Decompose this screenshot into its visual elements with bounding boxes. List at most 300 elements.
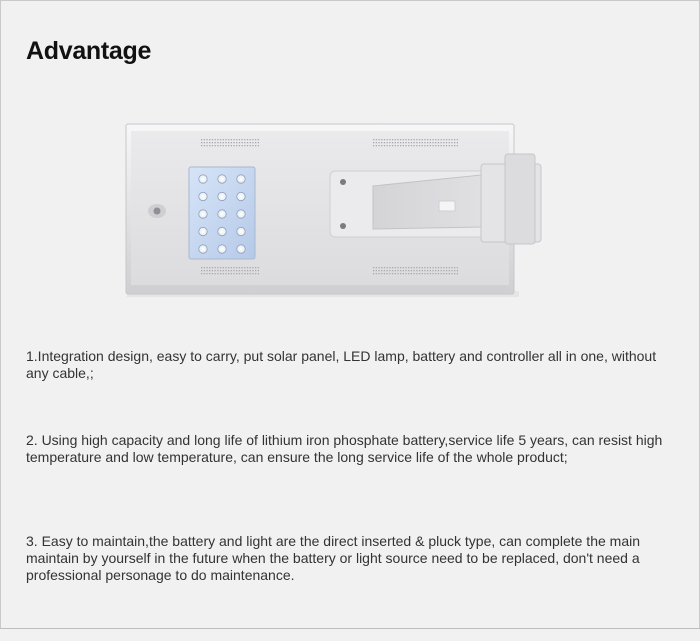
vent-dot [244,273,245,274]
vent-dot [449,273,450,274]
vent-dot [378,270,379,271]
vent-dot [236,142,237,143]
vent-dot [422,139,423,140]
vent-dot [403,270,404,271]
vent-dot [258,267,259,268]
vent-dot [228,142,229,143]
advantage-paragraph-1: 1.Integration design, easy to carry, put solar panel, LED lamp, battery and controller all in one, without any cable,; [26,348,657,381]
led-chip-core [201,212,204,215]
vent-dot [430,142,431,143]
vent-dot [258,139,259,140]
vent-dot [392,139,393,140]
vent-dot [422,270,423,271]
vent-dot [236,139,237,140]
vent-dot [451,270,452,271]
vent-dot [378,145,379,146]
vent-dot [233,142,234,143]
vent-dot [247,145,248,146]
vent-dot [204,273,205,274]
vent-dot [443,273,444,274]
vent-dot [387,267,388,268]
vent-dot [225,270,226,271]
vent-dot [250,267,251,268]
vent-dot [408,273,409,274]
led-chip-core [201,230,204,233]
vent-dot [220,270,221,271]
vent-dot [424,267,425,268]
vent-dot [201,270,202,271]
vent-dot [228,139,229,140]
vent-dot [414,267,415,268]
vent-dot [389,145,390,146]
vent-dot [403,145,404,146]
vent-dot [378,273,379,274]
vent-dot [252,142,253,143]
vent-dot [373,142,374,143]
vent-dot [236,273,237,274]
vent-dot [451,267,452,268]
vent-dot [397,267,398,268]
vent-dot [457,145,458,146]
vent-dot [206,145,207,146]
vent-dot [419,273,420,274]
vent-dot [233,270,234,271]
vent-dot [209,142,210,143]
vent-dot [408,267,409,268]
vent-dot [255,270,256,271]
vent-dot [384,270,385,271]
vent-dot [204,267,205,268]
vent-dot [204,270,205,271]
vent-dot [411,270,412,271]
vent-dot [250,145,251,146]
vent-dot [454,142,455,143]
vent-dot [239,267,240,268]
vent-dot [446,273,447,274]
vent-dot [397,145,398,146]
vent-dot [381,142,382,143]
vent-dot [416,273,417,274]
vent-dot [441,273,442,274]
vent-dot [400,273,401,274]
vent-dot [231,139,232,140]
vent-dot [212,270,213,271]
vent-dot [206,139,207,140]
vent-dot [233,267,234,268]
vent-dot [414,273,415,274]
vent-dot [252,273,253,274]
vent-dot [236,267,237,268]
vent-dot [223,145,224,146]
led-chip-core [220,212,223,215]
vent-dot [422,273,423,274]
vent-dot [395,145,396,146]
vent-dot [432,139,433,140]
vent-dot [384,273,385,274]
vent-dot [225,267,226,268]
vent-dot [443,142,444,143]
vent-dot [378,139,379,140]
vent-dot [411,142,412,143]
led-chip-core [239,247,242,250]
vent-dot [395,142,396,143]
vent-dot [225,142,226,143]
vent-dot [405,142,406,143]
vent-dot [446,145,447,146]
vent-dot [430,270,431,271]
vent-dot [239,270,240,271]
vent-dot [438,145,439,146]
vent-dot [258,270,259,271]
vent-dot [446,139,447,140]
vent-dot [244,145,245,146]
vent-dot [212,142,213,143]
vent-dot [438,142,439,143]
vent-dot [239,273,240,274]
vent-dot [209,145,210,146]
vent-dot [252,267,253,268]
vent-dot [435,270,436,271]
vent-dot [419,142,420,143]
vent-dot [449,142,450,143]
vent-dot [405,139,406,140]
vent-dot [231,267,232,268]
led-chip-core [239,230,242,233]
vent-dot [427,139,428,140]
vent-dot [405,270,406,271]
vent-dot [242,139,243,140]
vent-dot [247,267,248,268]
vent-dot [209,273,210,274]
vent-dot [392,273,393,274]
vent-dot [223,139,224,140]
vent-dot [435,145,436,146]
advantage-paragraph-2: 2. Using high capacity and long life of lithium iron phosphate battery,service life 5 years, can resist high temperature and low temperature, can ensure the long service life of the whole product; [26,432,663,465]
vent-dot [231,270,232,271]
vent-dot [389,273,390,274]
vent-dot [430,139,431,140]
vent-dot [435,142,436,143]
vent-dot [247,142,248,143]
vent-dot [384,142,385,143]
vent-dot [457,267,458,268]
vent-dot [397,273,398,274]
vent-dot [233,145,234,146]
vent-dot [414,145,415,146]
vent-dot [389,267,390,268]
vent-dot [252,139,253,140]
vent-dot [258,142,259,143]
vent-dot [220,145,221,146]
vent-dot [381,270,382,271]
vent-dot [215,267,216,268]
vent-dot [376,145,377,146]
vent-dot [389,139,390,140]
vent-dot [255,267,256,268]
vent-dot [411,273,412,274]
vent-dot [387,139,388,140]
vent-dot [414,139,415,140]
vent-dot [223,267,224,268]
vent-dot [201,142,202,143]
vent-dot [244,270,245,271]
vent-dot [441,145,442,146]
vent-dot [242,267,243,268]
vent-dot [397,142,398,143]
vent-dot [244,267,245,268]
vent-dot [389,142,390,143]
vent-dot [454,145,455,146]
vent-dot [432,270,433,271]
vent-dot [457,270,458,271]
vent-dot [405,267,406,268]
vent-dot [449,267,450,268]
vent-dot [416,145,417,146]
vent-dot [381,145,382,146]
vent-dot [451,142,452,143]
vent-dot [387,145,388,146]
vent-dot [228,267,229,268]
section-heading: Advantage [26,37,152,65]
vent-dot [424,273,425,274]
vent-dot [395,139,396,140]
vent-dot [438,273,439,274]
vent-dot [392,145,393,146]
led-chip-core [239,195,242,198]
vent-dot [451,145,452,146]
vent-dot [220,267,221,268]
vent-dot [376,267,377,268]
vent-dot [414,270,415,271]
vent-dot [231,142,232,143]
vent-dot [432,267,433,268]
vent-dot [435,267,436,268]
vent-dot [438,139,439,140]
vent-dot [228,273,229,274]
vent-dot [220,139,221,140]
vent-dot [427,142,428,143]
vent-dot [239,139,240,140]
vent-dot [206,142,207,143]
vent-dot [242,145,243,146]
vent-dot [209,270,210,271]
vent-dot [255,139,256,140]
led-chip-core [220,195,223,198]
vent-dot [400,142,401,143]
vent-dot [255,142,256,143]
vent-dot [242,273,243,274]
vent-dot [373,270,374,271]
vent-dot [416,142,417,143]
vent-dot [233,273,234,274]
vent-dot [408,139,409,140]
vent-dot [424,270,425,271]
vent-dot [419,139,420,140]
vent-dot [204,145,205,146]
vent-dot [231,273,232,274]
vent-dot [244,139,245,140]
vent-dot [217,267,218,268]
vent-dot [427,145,428,146]
vent-dot [427,270,428,271]
vent-dot [247,270,248,271]
vent-dot [247,273,248,274]
vent-dot [204,142,205,143]
vent-dot [403,142,404,143]
vent-dot [457,273,458,274]
vent-dot [242,142,243,143]
vent-dot [215,142,216,143]
vent-dot [217,270,218,271]
vent-dot [236,270,237,271]
vent-dot [419,270,420,271]
vent-dot [454,139,455,140]
vent-dot [424,145,425,146]
vent-dot [400,267,401,268]
vent-dot [373,139,374,140]
led-chip-core [220,177,223,180]
vent-dot [387,142,388,143]
vent-dot [400,270,401,271]
vent-dot [430,267,431,268]
vent-dot [449,139,450,140]
vent-dot [225,145,226,146]
vent-dot [223,273,224,274]
vent-dot [215,145,216,146]
vent-dot [201,145,202,146]
vent-dot [376,270,377,271]
vent-dot [427,267,428,268]
vent-dot [430,145,431,146]
vent-dot [378,142,379,143]
vent-dot [408,270,409,271]
vent-dot [233,139,234,140]
vent-dot [373,145,374,146]
vent-dot [220,273,221,274]
vent-dot [392,267,393,268]
vent-dot [405,145,406,146]
vent-dot [441,142,442,143]
vent-dot [403,139,404,140]
vent-dot [446,142,447,143]
vent-dot [373,267,374,268]
vent-dot [457,142,458,143]
vent-dot [206,273,207,274]
vent-dot [228,145,229,146]
vent-dot [416,139,417,140]
vent-dot [225,273,226,274]
vent-dot [215,270,216,271]
vent-dot [446,270,447,271]
vent-dot [255,273,256,274]
vent-dot [389,270,390,271]
vent-dot [255,145,256,146]
vent-dot [400,139,401,140]
vent-dot [432,273,433,274]
vent-dot [239,142,240,143]
vent-dot [441,139,442,140]
vent-dot [250,142,251,143]
led-chip-core [201,195,204,198]
vent-dot [435,273,436,274]
vent-dot [400,145,401,146]
vent-dot [427,273,428,274]
vent-dot [397,139,398,140]
vent-dot [395,273,396,274]
vent-dot [209,267,210,268]
vent-dot [381,267,382,268]
vent-dot [438,267,439,268]
vent-dot [204,139,205,140]
vent-dot [411,267,412,268]
vent-dot [206,267,207,268]
vent-dot [449,145,450,146]
led-chip-core [220,230,223,233]
vent-dot [376,273,377,274]
vent-dot [212,273,213,274]
vent-dot [258,273,259,274]
vent-dot [435,139,436,140]
vent-dot [454,273,455,274]
vent-dot [244,142,245,143]
vent-dot [247,139,248,140]
vent-dot [443,270,444,271]
vent-dot [432,145,433,146]
vent-dot [422,142,423,143]
vent-dot [395,267,396,268]
vent-dot [217,142,218,143]
vent-dot [441,270,442,271]
vent-dot [422,267,423,268]
vent-dot [411,145,412,146]
vent-dot [424,142,425,143]
vent-dot [419,145,420,146]
vent-dot [212,145,213,146]
sensor-icon [148,204,166,218]
vent-dot [381,139,382,140]
vent-dot [217,273,218,274]
vent-dot [231,145,232,146]
vent-dot [252,270,253,271]
vent-dot [258,145,259,146]
vent-dot [225,139,226,140]
vent-dot [220,142,221,143]
vent-dot [223,270,224,271]
led-chip-core [239,177,242,180]
vent-dot [449,270,450,271]
vent-dot [215,273,216,274]
led-chip-core [201,177,204,180]
vent-dot [395,270,396,271]
vent-dot [438,270,439,271]
vent-dot [376,142,377,143]
vent-dot [451,139,452,140]
vent-dot [384,145,385,146]
advantage-paragraph-3: 3. Easy to maintain,the battery and light are the direct inserted & pluck type, can complete the main maintain by yourself in the future when the battery or light source need to be replaced, don't need a professional personage to do maintenance. [26,533,641,583]
vent-dot [443,267,444,268]
vent-dot [403,267,404,268]
vent-dot [454,270,455,271]
vent-dot [378,267,379,268]
vent-dot [242,270,243,271]
vent-dot [373,273,374,274]
vent-dot [236,145,237,146]
vent-dot [405,273,406,274]
solar-street-light-illustration [121,119,561,304]
vent-dot [217,139,218,140]
led-panel [189,167,255,259]
vent-dot [252,145,253,146]
